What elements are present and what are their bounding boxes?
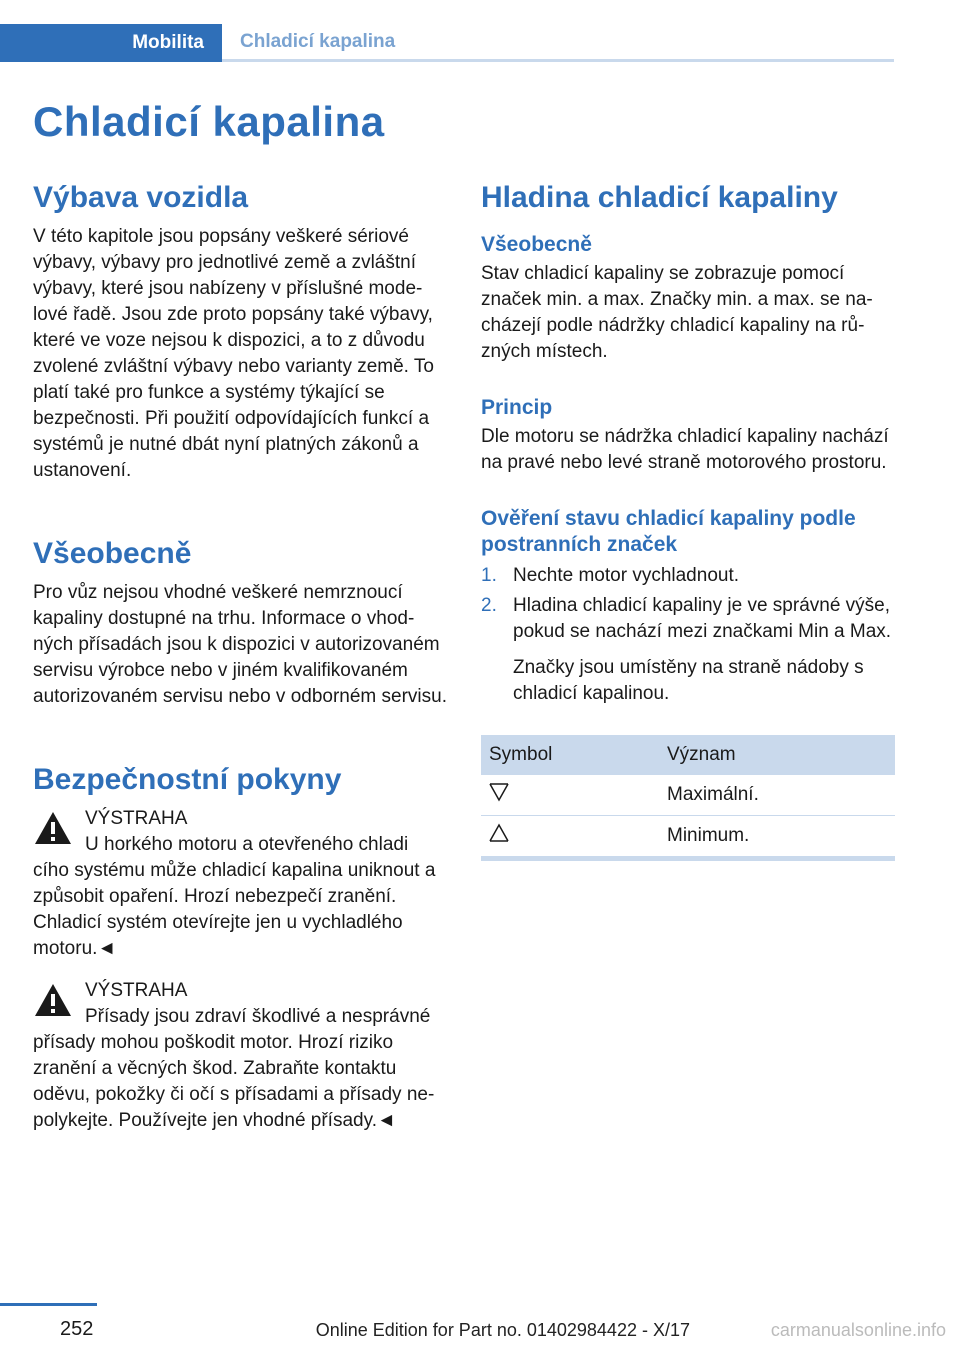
warning-text: přísady mohou poškodit motor. Hrozí riziko zranění a věcných škod. Zabraňte kontaktu oděvu, pokožky či očí s přísadami a přísady nepolykejte. Používejte jen vhodné přísady.◄ bbox=[33, 1032, 435, 1131]
warning-label: VÝSTRAHA bbox=[85, 980, 188, 1001]
max-mark-icon bbox=[489, 782, 509, 802]
watermark: carmanualsonline.info bbox=[770, 1320, 946, 1340]
edition-text: Online Edition for Part no. 01402984422 - X/17 bbox=[315, 1320, 690, 1340]
table-row bbox=[481, 775, 895, 816]
meaning-cell: Minimum. bbox=[659, 815, 895, 858]
symbol-cell bbox=[481, 775, 659, 816]
warning-triangle-icon bbox=[33, 810, 73, 846]
header-section-label: Mobilita bbox=[132, 32, 204, 53]
table-row bbox=[481, 815, 895, 858]
general-heading: Všeobecně bbox=[33, 537, 192, 570]
equipment-text: V této kapitole jsou popsány veškeré sériové výbavy, výbavy pro jednotlivé země a zvláštní výbavy, které jsou nabízeny v příslušné modelové řadě. Jsou zde proto popsány také výbavy, které ve voze nejsou k dispozici, a to z důvodu zvolené zvláštní výbavy nebo varianty země. To platí také pro funkce a systémy týkající se bezpečnosti. Při použití odpovídajících funkcí a systémů je nutné dbát nyní platných zákonů a ustanovení. bbox=[33, 226, 434, 481]
header-section-tab bbox=[0, 24, 222, 62]
footer-divider bbox=[0, 1303, 97, 1306]
safety-heading: Bezpečnostní pokyny bbox=[33, 763, 342, 796]
list-item bbox=[481, 593, 895, 707]
warning-triangle-icon bbox=[33, 982, 73, 1018]
header-subsection-label: Chladicí kapalina bbox=[240, 30, 396, 52]
right-general-text: Stav chladicí kapaliny se zobrazuje pomocí značek min. a max. Značky min. a max. se nacházejí podle nádržky chladicí kapaliny na různých místech. bbox=[481, 263, 873, 363]
warning-block bbox=[33, 806, 447, 962]
right-column bbox=[481, 180, 895, 861]
step-note: Značky jsou umístěny na straně nádoby s chladicí kapalinou. bbox=[513, 656, 864, 704]
meaning-cell: Maximální. bbox=[659, 775, 895, 816]
principle-text: Dle motoru se nádržka chladicí kapaliny nachází na pravé nebo levé straně motorového prostoru. bbox=[481, 426, 889, 474]
left-column bbox=[33, 180, 447, 1150]
step-number: 2. bbox=[481, 594, 497, 616]
warning-text: cího systému může chladicí kapalina uniknout a způsobit opaření. Hrozí nebezpečí zranění. Chladicí systém otevírejte jen u vychladlého motoru.◄ bbox=[33, 860, 436, 959]
step-text: Nechte motor vychladnout. bbox=[513, 564, 740, 586]
coolant-level-heading: Hladina chladicí kapaliny bbox=[481, 181, 838, 214]
symbol-cell bbox=[481, 815, 659, 858]
warning-block bbox=[33, 978, 447, 1134]
principle-heading: Princip bbox=[481, 396, 553, 420]
step-number: 1. bbox=[481, 564, 497, 586]
warning-first-line: Přísady jsou zdraví škodlivé a nesprávné bbox=[85, 1006, 431, 1027]
check-steps bbox=[481, 563, 895, 707]
check-heading: Ověření stavu chladicí kapaliny podle postranních značek bbox=[481, 507, 856, 556]
equipment-heading: Výbava vozidla bbox=[33, 181, 249, 214]
min-mark-icon bbox=[489, 823, 509, 843]
right-general-heading: Všeobecně bbox=[481, 233, 592, 256]
page-number: 252 bbox=[60, 1318, 94, 1340]
header-subsection-tab bbox=[222, 24, 894, 62]
general-text: Pro vůz nejsou vhodné veškeré nemrznoucí kapaliny dostupné na trhu. Informace o vhodných přísadách jsou k dispozici v autorizovaném servisu výrobce nebo v jiném kvalifikovaném autorizovaném servisu nebo v odborném servisu. bbox=[33, 582, 447, 707]
table-header-meaning: Význam bbox=[659, 735, 895, 775]
warning-label: VÝSTRAHA bbox=[85, 808, 188, 829]
warning-first-line: U horkého motoru a otevřeného chladi bbox=[85, 834, 409, 855]
table-header-symbol: Symbol bbox=[481, 735, 659, 775]
symbol-table bbox=[481, 735, 895, 861]
page-title: Chladicí kapalina bbox=[33, 98, 385, 145]
step-text: Hladina chladicí kapaliny je ve správné výše, pokud se nachází mezi značkami Min a Max. bbox=[513, 594, 892, 642]
table-header-row bbox=[481, 735, 895, 775]
list-item bbox=[481, 563, 895, 589]
